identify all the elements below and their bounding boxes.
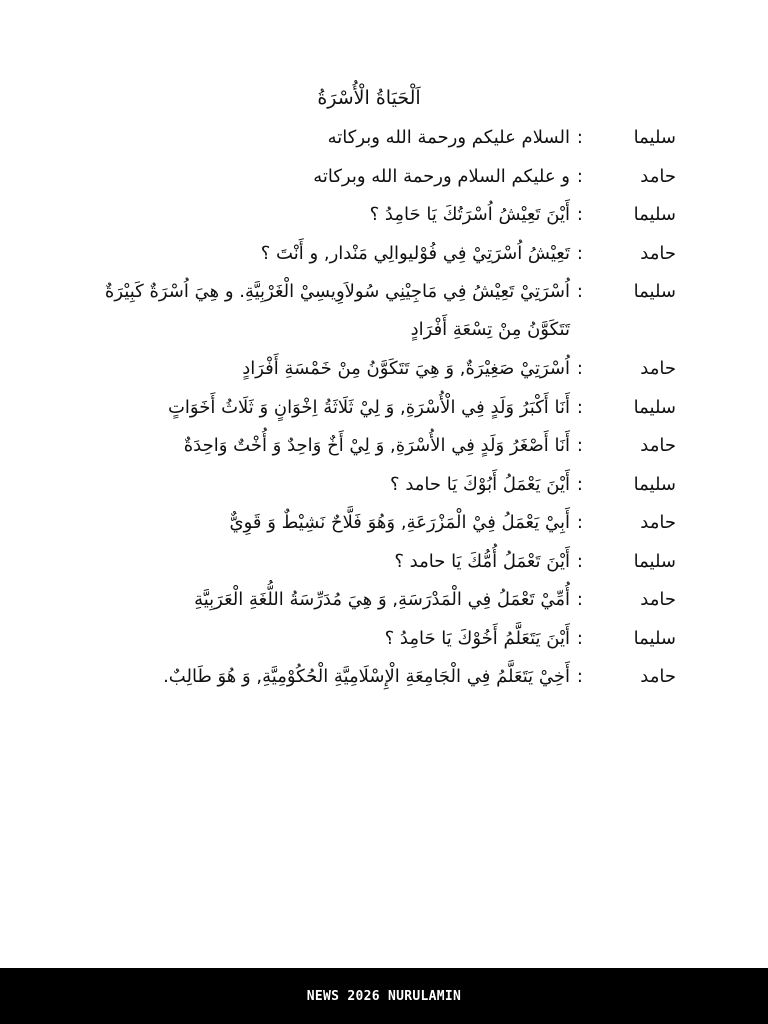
speaker-name: حامد [640,358,676,379]
separator-colon: : [576,127,583,148]
dialogue-text: السلام عليكم ورحمة الله وبركاته [327,127,570,148]
dialogue-text: أَخِيْ يَتَعَلَّمُ فِي الْجَامِعَةِ الْإِسْلَامِيَّةِ الْحُكُوْمِيَّةِ, وَ هُوَ طَالِبٌ. [163,666,570,687]
speaker-name: حامد [640,242,676,264]
separator-colon: : [576,627,583,649]
speaker-name: حامد [640,435,676,456]
speaker-name: سليما [633,396,676,418]
speaker-name: حامد [640,512,676,533]
dialogue-text: تَعِيْشُ اُسْرَتِيْ فِي فُوْليوالِي مَنْدار, و أَنْتَ ؟ [260,242,570,264]
speaker-name: حامد [640,165,676,187]
dialogue-line [0,274,768,351]
dialogue-text: أَيْنَ يَعْمَلُ أَبُوْكَ يَا حامد ؟ [390,473,570,495]
separator-colon: : [576,281,583,302]
page-title-text: اَلْحَيَاةُ الْأُسْرَةُ [317,87,421,109]
dialogue-line [0,197,768,236]
dialogue-text: أَيْنَ تَعْمَلُ أُمُّكَ يَا حامد ؟ [394,550,570,572]
speaker-name: سليما [633,204,676,225]
dialogue-line [0,159,768,198]
footer-text: NEWS 2026 NURULAMIN [306,988,462,1004]
dialogue-text: أُمِّيْ تَعْمَلُ فِي الْمَدْرَسَةِ, وَ هِيَ مُدَرِّسَةُ اللُّغَةِ الْعَرَبِيَّةِ [194,589,570,610]
speaker-name: سليما [633,550,676,572]
dialogue-line [0,621,768,660]
separator-colon: : [576,666,583,687]
dialogue-line [0,505,768,544]
speaker-name: سليما [633,473,676,495]
separator-colon: : [576,589,583,610]
dialogue-line [0,428,768,467]
dialogue-text: اُسْرَتِيْ تَعِيْشُ فِي مَاجِيْنِي سُولاَوِيسِيْ الْغَرْبِيَّةِ. و هِيَ اُسْرَةٌ كَبِيْرَةٌ تَتَكَوَّنُ مِنْ تِسْعَةِ أَفْرَادٍ [104,281,570,340]
separator-colon: : [576,512,583,533]
separator-colon: : [576,396,583,418]
dialogue-line [0,467,768,506]
dialogue-text: اُسْرَتِيْ صَغِيْرَةٌ, وَ هِيَ تَتَكَوَّنُ مِنْ خَمْسَةِ أَفْرَادٍ [242,358,570,379]
page-title [0,84,768,112]
speaker-name: سليما [633,127,676,148]
dialogue-text: أَنَا أَكْبَرُ وَلَدٍ فِي الْأُسْرَةِ, وَ لِيْ ثَلَاثَةُ اِخْوَانٍ وَ ثَلَاثُ أَخَوَاتٍ [167,396,570,418]
speaker-name: حامد [640,666,676,687]
separator-colon: : [576,358,583,379]
speaker-name: حامد [640,589,676,610]
separator-colon: : [576,242,583,264]
dialogue-text: و عليكم السلام ورحمة الله وبركاته [313,165,570,187]
dialogue-line [0,544,768,583]
separator-colon: : [576,473,583,495]
dialogue-line [0,659,768,698]
dialogue-line [0,390,768,429]
dialogue-line [0,120,768,159]
dialogue-text: أَيْنَ تَعِيْشُ اُسْرَتُكَ يَا حَامِدُ ؟ [369,204,570,225]
dialogue-line [0,582,768,621]
speaker-name: سليما [633,627,676,649]
dialogue-text: أَبِيْ يَعْمَلُ فِيْ الْمَزْرَعَةِ, وَهُوَ فَلَّاحٌ نَشِيْطٌ وَ قَوِيٌّ [229,512,570,533]
separator-colon: : [576,204,583,225]
dialogue-text: أَيْنَ يَتَعَلَّمُ أَخُوْكَ يَا حَامِدُ ؟ [384,627,570,649]
separator-colon: : [576,435,583,456]
dialogue-list [0,120,768,698]
footer-bar [0,968,768,1024]
dialogue-line [0,351,768,390]
speaker-name: سليما [633,281,676,302]
dialogue-line [0,236,768,275]
separator-colon: : [576,165,583,187]
dialogue-text: أَنَا أَصْغَرُ وَلَدٍ فِي الأُسْرَةِ, وَ لِيْ أَخٌ وَاحِدٌ وَ أُخْتٌ وَاحِدَةٌ [183,435,570,456]
separator-colon: : [576,550,583,572]
